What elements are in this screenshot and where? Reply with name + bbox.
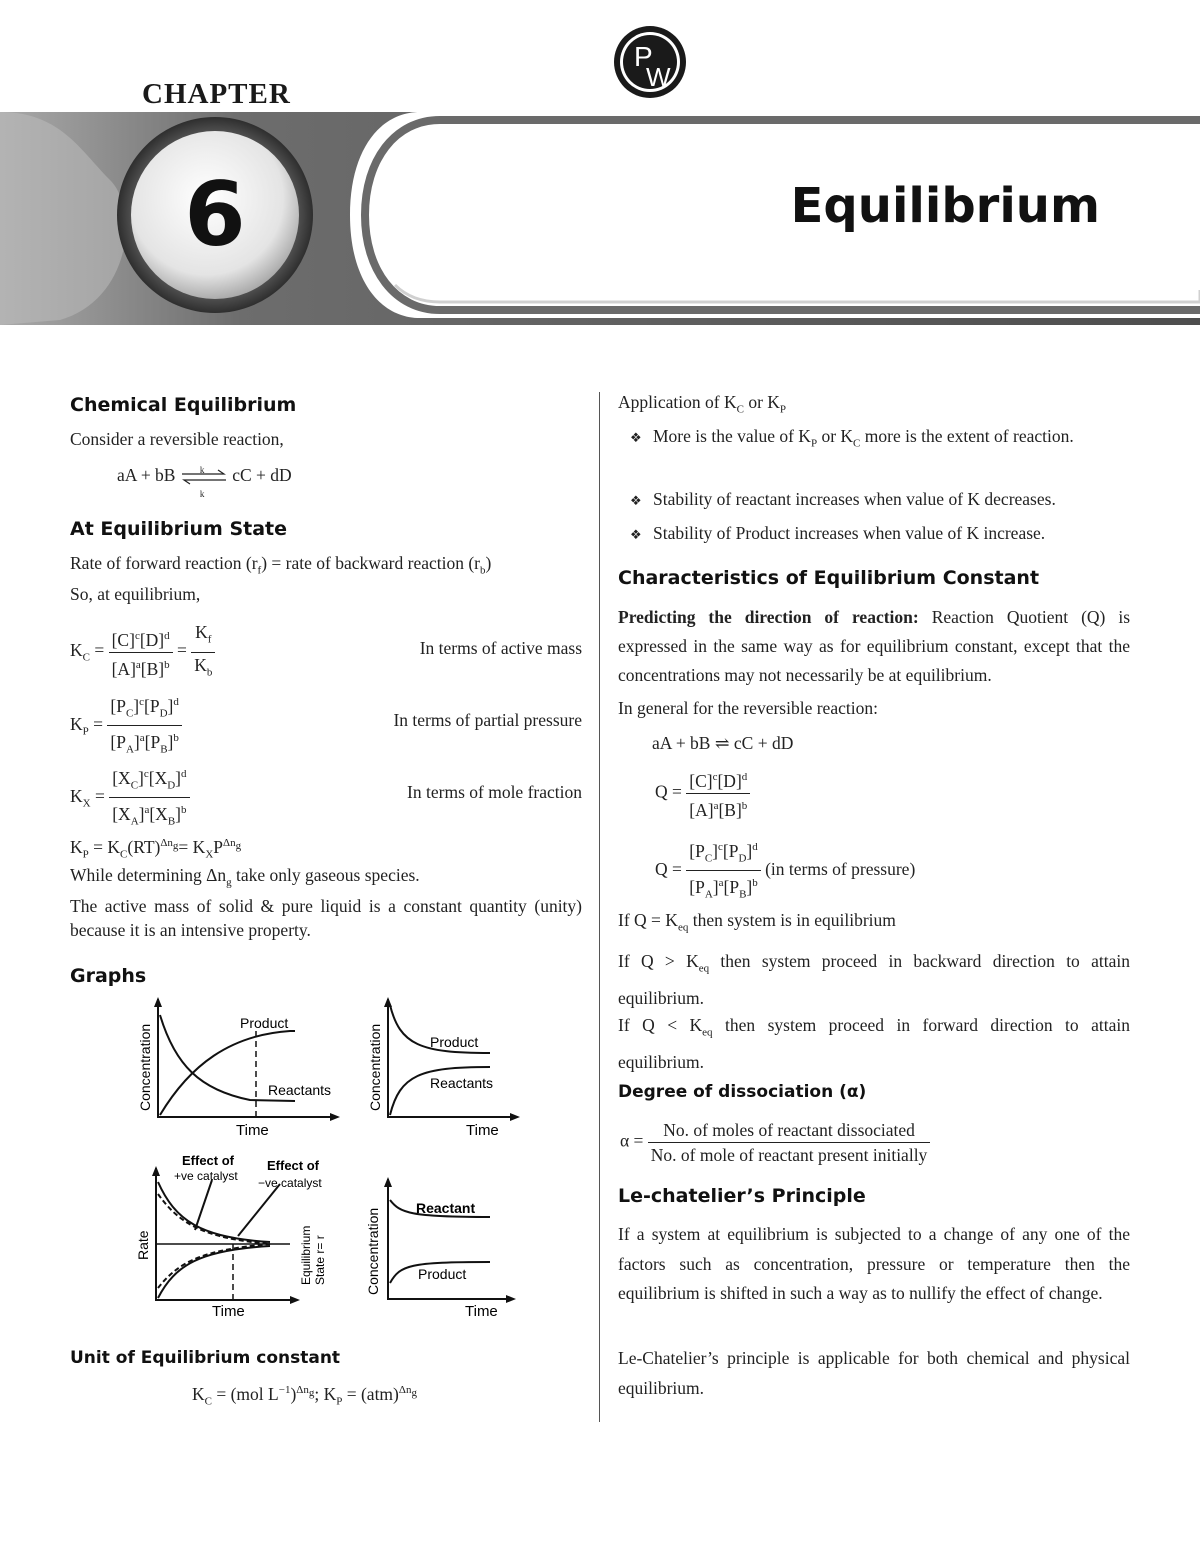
column-divider: [599, 392, 600, 1422]
graph1-y-label: Concentration: [137, 1023, 153, 1111]
gaseous-note: While determining $\Delta n_g$ take only gaseous species.: [70, 865, 420, 889]
kc-expression: $K_C$ = $\frac{[C]^c[D]^d}{[A]^a[B]^b}$ = $\frac{K_f}{K_b}$: [70, 620, 215, 684]
logo-letter-w: W: [646, 62, 671, 92]
graph-concentration-time-3: [360, 1175, 580, 1325]
active-mass-note: The active mass of solid & pure liquid is a constant quantity (unity) because it is an intensive property.: [70, 896, 582, 940]
kp-kc-relation: $K_P = K_C(RT)^{\Delta n_g}= K_XP^{\Delta n_g}$: [70, 836, 242, 861]
graph-concentration-time-2: [360, 995, 580, 1140]
graph4-product-label: Product: [418, 1266, 467, 1282]
if-greater: If $Q > K_{eq}$ then system proceed in backward direction to attain equilibrium.: [618, 951, 1130, 1008]
rate-line: Rate of forward reaction $(r_f)$ = rate of backward reaction $(r_b)$: [70, 553, 492, 577]
kp-note: In terms of partial pressure: [393, 710, 582, 730]
general-line: In general for the reversible reaction:: [618, 698, 878, 718]
heading-degree-dissociation: Degree of dissociation (α): [618, 1082, 867, 1102]
graph2-product-label: Product: [430, 1034, 479, 1050]
graph3-neg-a: Effect of: [267, 1158, 319, 1173]
equilibrium-arrow: k k: [180, 468, 228, 486]
le-chatelier-text-1: If a system at equilibrium is subjected to a change of any one of the factors such as concentration, pressure or temperature then the equilibrium is shifted in such a way as to nullify the effect of change.: [618, 1224, 1130, 1303]
alpha-expression: α = $\frac{\text{No. of moles of reactant dissociated}}{\text{No. of mole of reactant present initially}}$: [620, 1118, 930, 1167]
chapter-number: 6: [184, 163, 246, 266]
chapter-label: CHAPTER: [142, 78, 291, 110]
reaction-equation: [117, 463, 292, 499]
heading-equilibrium-state: At Equilibrium State: [70, 518, 288, 540]
bullet-icon: ❖: [630, 430, 642, 445]
predicting-paragraph: Predicting the direction of reaction: Reaction Quotient (Q) is expressed in the same way as for equilibrium constant, except that the concentrations may not necessarily be at equilibrium.: [618, 607, 1130, 685]
reaction-rhs: cC + dD: [232, 465, 292, 485]
chapter-title: Equilibrium: [790, 178, 1100, 234]
if-equal: If $Q = K_{eq}$ then system is in equilibrium: [618, 910, 896, 934]
graph2-y-label: Concentration: [367, 1023, 383, 1111]
graph3-neg-b: −ve catalyst: [258, 1176, 322, 1190]
application-line: Application of $K_C$ or $K_P$: [618, 392, 787, 416]
heading-unit: Unit of Equilibrium constant: [70, 1348, 341, 1368]
reversible-intro: Consider a reversible reaction,: [70, 429, 284, 449]
so-line: So, at equilibrium,: [70, 584, 201, 604]
graph-rate-time: [130, 1150, 350, 1325]
bullet-2: Stability of reactant increases when value of K decreases.: [653, 489, 1056, 509]
graph2-reactants-label: Reactants: [430, 1075, 494, 1091]
graph-concentration-time-1: [130, 995, 350, 1140]
graph4-time-label: Time: [465, 1303, 498, 1320]
graph3-side-2: State r= r: [313, 1235, 327, 1285]
graph1-time-label: Time: [236, 1122, 269, 1139]
heading-chemical-equilibrium: Chemical Equilibrium: [70, 394, 297, 416]
bullet-icon: ❖: [630, 493, 642, 508]
kx-expression: $K_X$ = $\frac{[X_C]^c[X_D]^d}{[X_A]^a[X_B]^b}$: [70, 762, 190, 834]
q-concentration-expression: Q = $\frac{[C]^c[D]^d}{[A]^a[B]^b}$: [655, 765, 750, 822]
le-chatelier-text-2: Le-Chatelier’s principle is applicable for both chemical and physical equilibrium.: [618, 1348, 1130, 1398]
bullet-1: More is the value of $K_P$ or $K_C$ more is the extent of reaction.: [653, 426, 1074, 450]
q-reaction: aA + bB ⇌ cC + dD: [652, 733, 794, 753]
heading-characteristics: Characteristics of Equilibrium Constant: [618, 567, 1040, 589]
heading-le-chatelier: Le-chatelier’s Principle: [618, 1185, 866, 1207]
reaction-lhs: aA + bB: [117, 465, 176, 485]
unit-expression: $K_C = (mol$ $L^{-1})^{\Delta n_g}$; $K_P = (atm)^{\Delta n_g}$: [192, 1383, 417, 1408]
graph3-pos-a: Effect of: [182, 1153, 234, 1168]
graph3-time-label: Time: [212, 1303, 245, 1320]
graph4-reactant-label: Reactant: [416, 1200, 476, 1216]
graph3-pos-b: +ve catalyst: [174, 1169, 238, 1183]
graph1-product-label: Product: [240, 1015, 289, 1031]
graph3-y-label: Rate: [135, 1230, 151, 1260]
graph3-side-1: Equilibrium: [299, 1225, 313, 1285]
kp-expression: $K_P$ = $\frac{[P_C]^c[P_D]^d}{[P_A]^a[P_B]^b}$: [70, 690, 182, 762]
logo-letter-p: P: [634, 41, 653, 72]
kx-note: In terms of mole fraction: [407, 782, 582, 802]
pw-logo: [612, 24, 688, 100]
graph1-reactants-label: Reactants: [268, 1082, 332, 1098]
graph2-time-label: Time: [466, 1122, 499, 1139]
heading-graphs: Graphs: [70, 965, 147, 987]
bullet-icon: ❖: [630, 527, 642, 542]
bullet-3: Stability of Product increases when value of K increase.: [653, 523, 1046, 543]
product-curve: [160, 1031, 295, 1115]
if-less: If $Q < K_{eq}$ then system proceed in forward direction to attain equilibrium.: [618, 1015, 1130, 1072]
kc-note: In terms of active mass: [419, 638, 582, 658]
graph4-y-label: Concentration: [365, 1207, 381, 1295]
q-pressure-expression: Q = $\frac{[P_C]^c[P_D]^d}{[P_A]^a[P_B]^b}$ (in terms of pressure): [655, 835, 915, 907]
